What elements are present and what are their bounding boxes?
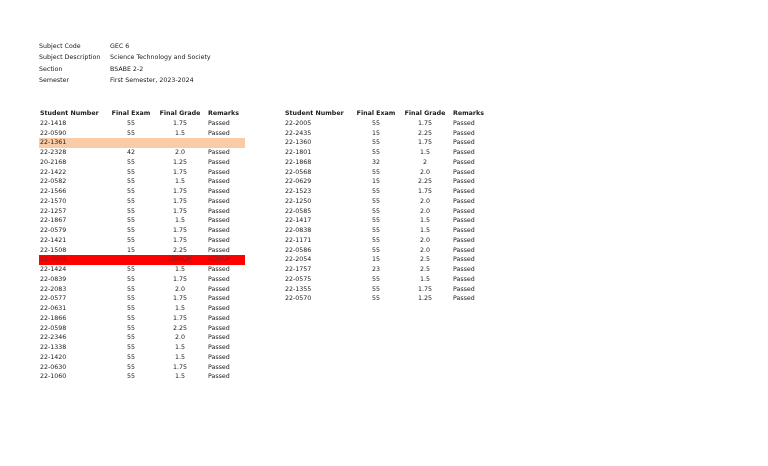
final-exam-cell: 55 (371, 275, 380, 283)
remarks-cell: Passed (208, 324, 230, 332)
student-number-cell: 22-1868 (285, 158, 312, 166)
student-number-cell: 22-0609 (40, 256, 67, 264)
table-row (284, 246, 490, 256)
table-row (39, 138, 245, 148)
remarks-cell: Passed (453, 188, 475, 195)
table-row (39, 255, 245, 265)
student-number-cell: 22-0570 (285, 295, 312, 303)
remarks-cell: Passed (453, 197, 475, 205)
remarks-cell: Passed (208, 119, 230, 127)
final-exam-cell: 55 (126, 324, 135, 332)
table-row (284, 236, 490, 246)
final-exam-cell: 55 (371, 197, 380, 205)
final-grade-cell: 2.25 (417, 178, 433, 186)
header-final-grade: Final Grade (404, 110, 446, 117)
final-grade-cell: 1.75 (172, 188, 188, 195)
remarks-cell: Passed (208, 334, 230, 342)
final-exam-cell: 55 (371, 217, 380, 225)
final-grade-cell: 1.5 (174, 373, 185, 381)
student-number-cell: 22-1757 (285, 266, 312, 273)
final-grade-cell: 1.5 (174, 129, 185, 137)
student-number-cell: 22-1424 (40, 266, 67, 273)
remarks-cell: Passed (208, 149, 230, 156)
final-exam-cell: 55 (126, 227, 135, 234)
student-number-cell: 22-1421 (40, 236, 67, 244)
student-number-cell: 22-0577 (40, 295, 67, 303)
remarks-cell: Passed (208, 236, 230, 244)
remarks-cell: Passed (453, 207, 475, 215)
final-grade-cell: UDROP (168, 256, 192, 264)
student-number-cell: 22-0575 (285, 275, 312, 283)
final-grade-cell: 2.5 (419, 256, 430, 264)
student-number-cell: 22-1417 (285, 217, 312, 225)
remarks-cell: Passed (453, 227, 475, 234)
right-grade-table (284, 109, 490, 304)
remarks-cell: Passed (453, 217, 475, 225)
table-row (284, 119, 490, 129)
left-grade-table (39, 109, 245, 382)
table-row (39, 177, 245, 187)
remarks-cell: Passed (453, 178, 475, 186)
student-number-cell: 22-0630 (40, 363, 67, 371)
final-exam-cell: 55 (371, 168, 380, 176)
table-row (39, 119, 245, 129)
table-row (284, 255, 490, 265)
remarks-cell: Passed (453, 149, 475, 156)
remarks-cell: Passed (208, 285, 230, 293)
table-row (284, 207, 490, 217)
table-row (39, 226, 245, 236)
final-exam-cell: 55 (126, 168, 135, 176)
student-number-cell: 22-1523 (285, 188, 312, 195)
remarks-cell: Passed (453, 256, 475, 264)
final-exam-cell: 55 (126, 197, 135, 205)
final-exam-cell: 55 (126, 129, 135, 137)
student-number-cell: 22-1355 (285, 285, 312, 293)
table-row (39, 372, 245, 382)
final-grade-cell: 1.75 (172, 227, 188, 234)
header-student-number: Student Number (40, 110, 99, 117)
final-exam-cell: 55 (126, 305, 135, 312)
final-grade-cell: 1.5 (174, 353, 185, 361)
final-grade-cell: 1.75 (172, 207, 188, 215)
table-row (284, 294, 490, 304)
student-number-cell: 22-1866 (40, 314, 67, 322)
table-row (39, 265, 245, 275)
final-grade-cell: 2.25 (417, 129, 433, 137)
remarks-cell: Passed (453, 266, 475, 273)
final-exam-cell: 55 (371, 285, 380, 293)
table-header (284, 109, 490, 119)
final-exam-cell: 15 (371, 178, 380, 186)
final-exam-cell: 55 (371, 207, 380, 215)
remarks-cell: Passed (208, 295, 230, 303)
student-number-cell: 22-0579 (40, 227, 67, 234)
final-exam-cell: 15 (371, 129, 380, 137)
table-row (39, 148, 245, 158)
final-grade-cell: 2.0 (419, 197, 430, 205)
final-grade-cell: 2.0 (419, 246, 430, 254)
final-grade-cell: 1.5 (419, 149, 430, 156)
remarks-cell: Passed (208, 363, 230, 371)
section-value: BSABE 2-2 (110, 65, 144, 73)
student-number-cell: 22-1422 (40, 168, 67, 176)
final-grade-cell: 2 (422, 158, 427, 166)
table-row (39, 314, 245, 324)
table-row (39, 207, 245, 217)
final-grade-cell: 1.5 (419, 227, 430, 234)
table-row (284, 168, 490, 178)
final-grade-cell: 1.5 (419, 217, 430, 225)
final-exam-cell: 55 (126, 373, 135, 381)
final-exam-cell: 55 (126, 217, 135, 225)
final-exam-cell: 55 (126, 353, 135, 361)
final-exam-cell: 55 (371, 149, 380, 156)
section-label: Section (39, 65, 63, 73)
final-exam-cell: 55 (126, 236, 135, 244)
final-exam-cell: 15 (371, 256, 380, 264)
student-number-cell: 22-2005 (285, 119, 312, 127)
table-row (284, 158, 490, 168)
final-grade-cell: 1.5 (419, 275, 430, 283)
final-exam-cell: 55 (371, 188, 380, 195)
final-grade-cell: 2.25 (172, 324, 188, 332)
remarks-cell: Passed (453, 158, 475, 166)
table-row (39, 353, 245, 363)
table-row (39, 187, 245, 197)
final-grade-cell: 1.75 (172, 236, 188, 244)
student-number-cell: 20-2168 (40, 158, 67, 166)
student-number-cell: 22-2054 (285, 256, 312, 264)
final-exam-cell: 55 (126, 285, 135, 293)
remarks-cell: Passed (208, 168, 230, 176)
remarks-cell: Passed (208, 178, 230, 186)
table-row (284, 187, 490, 197)
final-grade-cell: 1.25 (417, 295, 433, 303)
final-grade-cell: 1.25 (172, 158, 188, 166)
table-row (39, 129, 245, 139)
table-row (284, 148, 490, 158)
final-exam-cell: 15 (126, 246, 135, 254)
remarks-cell: Passed (208, 197, 230, 205)
final-grade-cell: 1.75 (417, 285, 433, 293)
remarks-cell: Passed (208, 188, 230, 195)
final-exam-cell: 55 (126, 363, 135, 371)
subject-code-value: GEC 6 (110, 43, 130, 50)
table-row (284, 177, 490, 187)
subject-description-label: Subject Description (39, 54, 101, 62)
final-exam-cell: 55 (126, 295, 135, 303)
table-row (39, 168, 245, 178)
header-final-exam: Final Exam (111, 110, 151, 117)
remarks-cell: Passed (453, 275, 475, 283)
final-grade-cell: 2.5 (419, 266, 430, 273)
student-number-cell: 22-0585 (285, 207, 312, 215)
final-exam-cell: 55 (371, 119, 380, 127)
final-exam-cell: 55 (126, 188, 135, 195)
remarks-cell: Passed (453, 119, 475, 127)
remarks-cell: Passed (208, 275, 230, 283)
remarks-cell: Passed (208, 266, 230, 273)
student-number-cell: 22-0629 (285, 178, 312, 186)
header-remarks: Remarks (453, 110, 484, 117)
remarks-cell: Passed (208, 227, 230, 234)
remarks-cell: Passed (208, 207, 230, 215)
student-number-cell: 22-2346 (40, 334, 67, 342)
final-grade-cell: 2.0 (419, 207, 430, 215)
remarks-cell: Passed (208, 373, 230, 381)
final-grade-cell: 1.75 (417, 188, 433, 195)
semester-row (39, 75, 211, 86)
student-number-cell: 22-1361 (40, 139, 67, 147)
remarks-cell: Passed (453, 139, 475, 147)
remarks-cell: Passed (208, 353, 230, 361)
final-grade-cell: 1.5 (174, 344, 185, 351)
student-number-cell: 22-0631 (40, 305, 67, 312)
student-number-cell: 22-0582 (40, 178, 67, 186)
student-number-cell: 22-1566 (40, 188, 67, 195)
table-header (39, 109, 245, 119)
student-number-cell: 22-2328 (40, 149, 67, 156)
remarks-cell: Passed (208, 129, 230, 137)
final-exam-cell: 23 (371, 266, 380, 273)
final-exam-cell: 55 (126, 178, 135, 186)
final-grade-cell: 1.75 (172, 295, 188, 303)
final-grade-cell: 2.0 (174, 334, 185, 342)
student-number-cell: 22-1250 (285, 197, 312, 205)
header-final-grade: Final Grade (159, 110, 201, 117)
student-number-cell: 22-1420 (40, 353, 67, 361)
final-grade-cell: 1.75 (172, 168, 188, 176)
final-grade-cell: 1.75 (172, 275, 188, 283)
section-row (39, 64, 211, 75)
remarks-cell: Passed (208, 305, 230, 312)
table-row (39, 285, 245, 295)
remarks-cell: Passed (453, 236, 475, 244)
semester-label: Semester (39, 77, 70, 85)
final-grade-cell: 1.75 (417, 119, 433, 127)
final-grade-cell: 1.5 (174, 178, 185, 186)
student-number-cell: 22-1060 (40, 373, 67, 381)
final-exam-cell: 55 (126, 334, 135, 342)
remarks-cell: Passed (453, 168, 475, 176)
remarks-cell: Passed (208, 246, 230, 254)
final-grade-cell: 1.75 (172, 314, 188, 322)
table-row (39, 236, 245, 246)
final-grade-cell: 1.75 (172, 119, 188, 127)
final-exam-cell: 32 (371, 158, 380, 166)
student-number-cell: 22-0586 (285, 246, 312, 254)
table-row (39, 216, 245, 226)
student-number-cell: 22-1508 (40, 246, 67, 254)
remarks-cell: Passed (208, 158, 230, 166)
final-grade-cell: 1.5 (174, 266, 185, 273)
final-grade-cell: 1.5 (174, 305, 185, 312)
table-row (39, 246, 245, 256)
final-exam-cell: 55 (371, 227, 380, 234)
table-row (39, 275, 245, 285)
subject-description-value: Science Technology and Society (110, 54, 211, 62)
final-exam-cell: 55 (371, 139, 380, 147)
table-row (284, 265, 490, 275)
final-grade-cell: 2.25 (172, 246, 188, 254)
student-number-cell: 22-1257 (40, 207, 67, 215)
final-exam-cell: 55 (126, 275, 135, 283)
subject-description-row (39, 52, 211, 63)
student-number-cell: 22-0838 (285, 227, 312, 234)
student-number-cell: 22-2083 (40, 285, 67, 293)
student-number-cell: 22-2435 (285, 129, 312, 137)
student-number-cell: 22-1360 (285, 139, 312, 147)
header-student-number: Student Number (285, 110, 344, 117)
table-row (39, 363, 245, 373)
student-number-cell: 22-1801 (285, 149, 312, 156)
final-exam-cell: 55 (126, 207, 135, 215)
student-number-cell: 22-1338 (40, 344, 67, 351)
table-row (284, 197, 490, 207)
remarks-cell: Passed (453, 295, 475, 303)
subject-code-row (39, 41, 211, 52)
final-grade-cell: 1.75 (172, 363, 188, 371)
final-exam-cell: 55 (126, 119, 135, 127)
student-number-cell: 22-0839 (40, 275, 67, 283)
student-number-cell: 22-1570 (40, 197, 67, 205)
table-row (284, 129, 490, 139)
table-row (284, 216, 490, 226)
header-remarks: Remarks (208, 110, 239, 117)
final-grade-cell: 1.5 (174, 217, 185, 225)
table-row (284, 285, 490, 295)
header-final-exam: Final Exam (356, 110, 396, 117)
table-row (39, 324, 245, 334)
table-row (39, 304, 245, 314)
final-exam-cell: 42 (126, 149, 135, 156)
remarks-cell: Passed (208, 344, 230, 351)
remarks-cell: UDROP (208, 256, 231, 264)
student-number-cell: 22-0568 (285, 168, 312, 176)
final-grade-cell: 2.0 (174, 285, 185, 293)
final-exam-cell: 55 (126, 314, 135, 322)
final-grade-cell: 2.0 (419, 236, 430, 244)
student-number-cell: 22-1867 (40, 217, 67, 225)
remarks-cell: Passed (453, 285, 475, 293)
table-row (39, 197, 245, 207)
final-exam-cell: 55 (371, 236, 380, 244)
final-grade-cell: 2.0 (419, 168, 430, 176)
table-row (284, 275, 490, 285)
semester-value: First Semester, 2023-2024 (110, 77, 194, 85)
student-number-cell: 22-1171 (285, 236, 312, 244)
table-row (39, 343, 245, 353)
remarks-cell: Passed (208, 314, 230, 322)
final-grade-cell: 2.0 (174, 149, 185, 156)
subject-code-label: Subject Code (39, 43, 81, 50)
table-row (39, 294, 245, 304)
final-exam-cell: 55 (126, 266, 135, 273)
remarks-cell: Passed (453, 129, 475, 137)
remarks-cell: Passed (208, 217, 230, 225)
final-exam-cell: 55 (371, 295, 380, 303)
student-number-cell: 22-0590 (40, 129, 67, 137)
student-number-cell: 22-0598 (40, 324, 67, 332)
final-exam-cell: 55 (126, 344, 135, 351)
final-grade-cell: 1.75 (417, 139, 433, 147)
final-exam-cell: 55 (126, 158, 135, 166)
remarks-cell: Passed (453, 246, 475, 254)
student-number-cell: 22-1418 (40, 119, 67, 127)
final-grade-cell: 1.75 (172, 197, 188, 205)
final-exam-cell: 55 (371, 246, 380, 254)
table-row (284, 138, 490, 148)
table-row (39, 158, 245, 168)
course-info (39, 41, 211, 87)
table-row (39, 333, 245, 343)
table-row (284, 226, 490, 236)
